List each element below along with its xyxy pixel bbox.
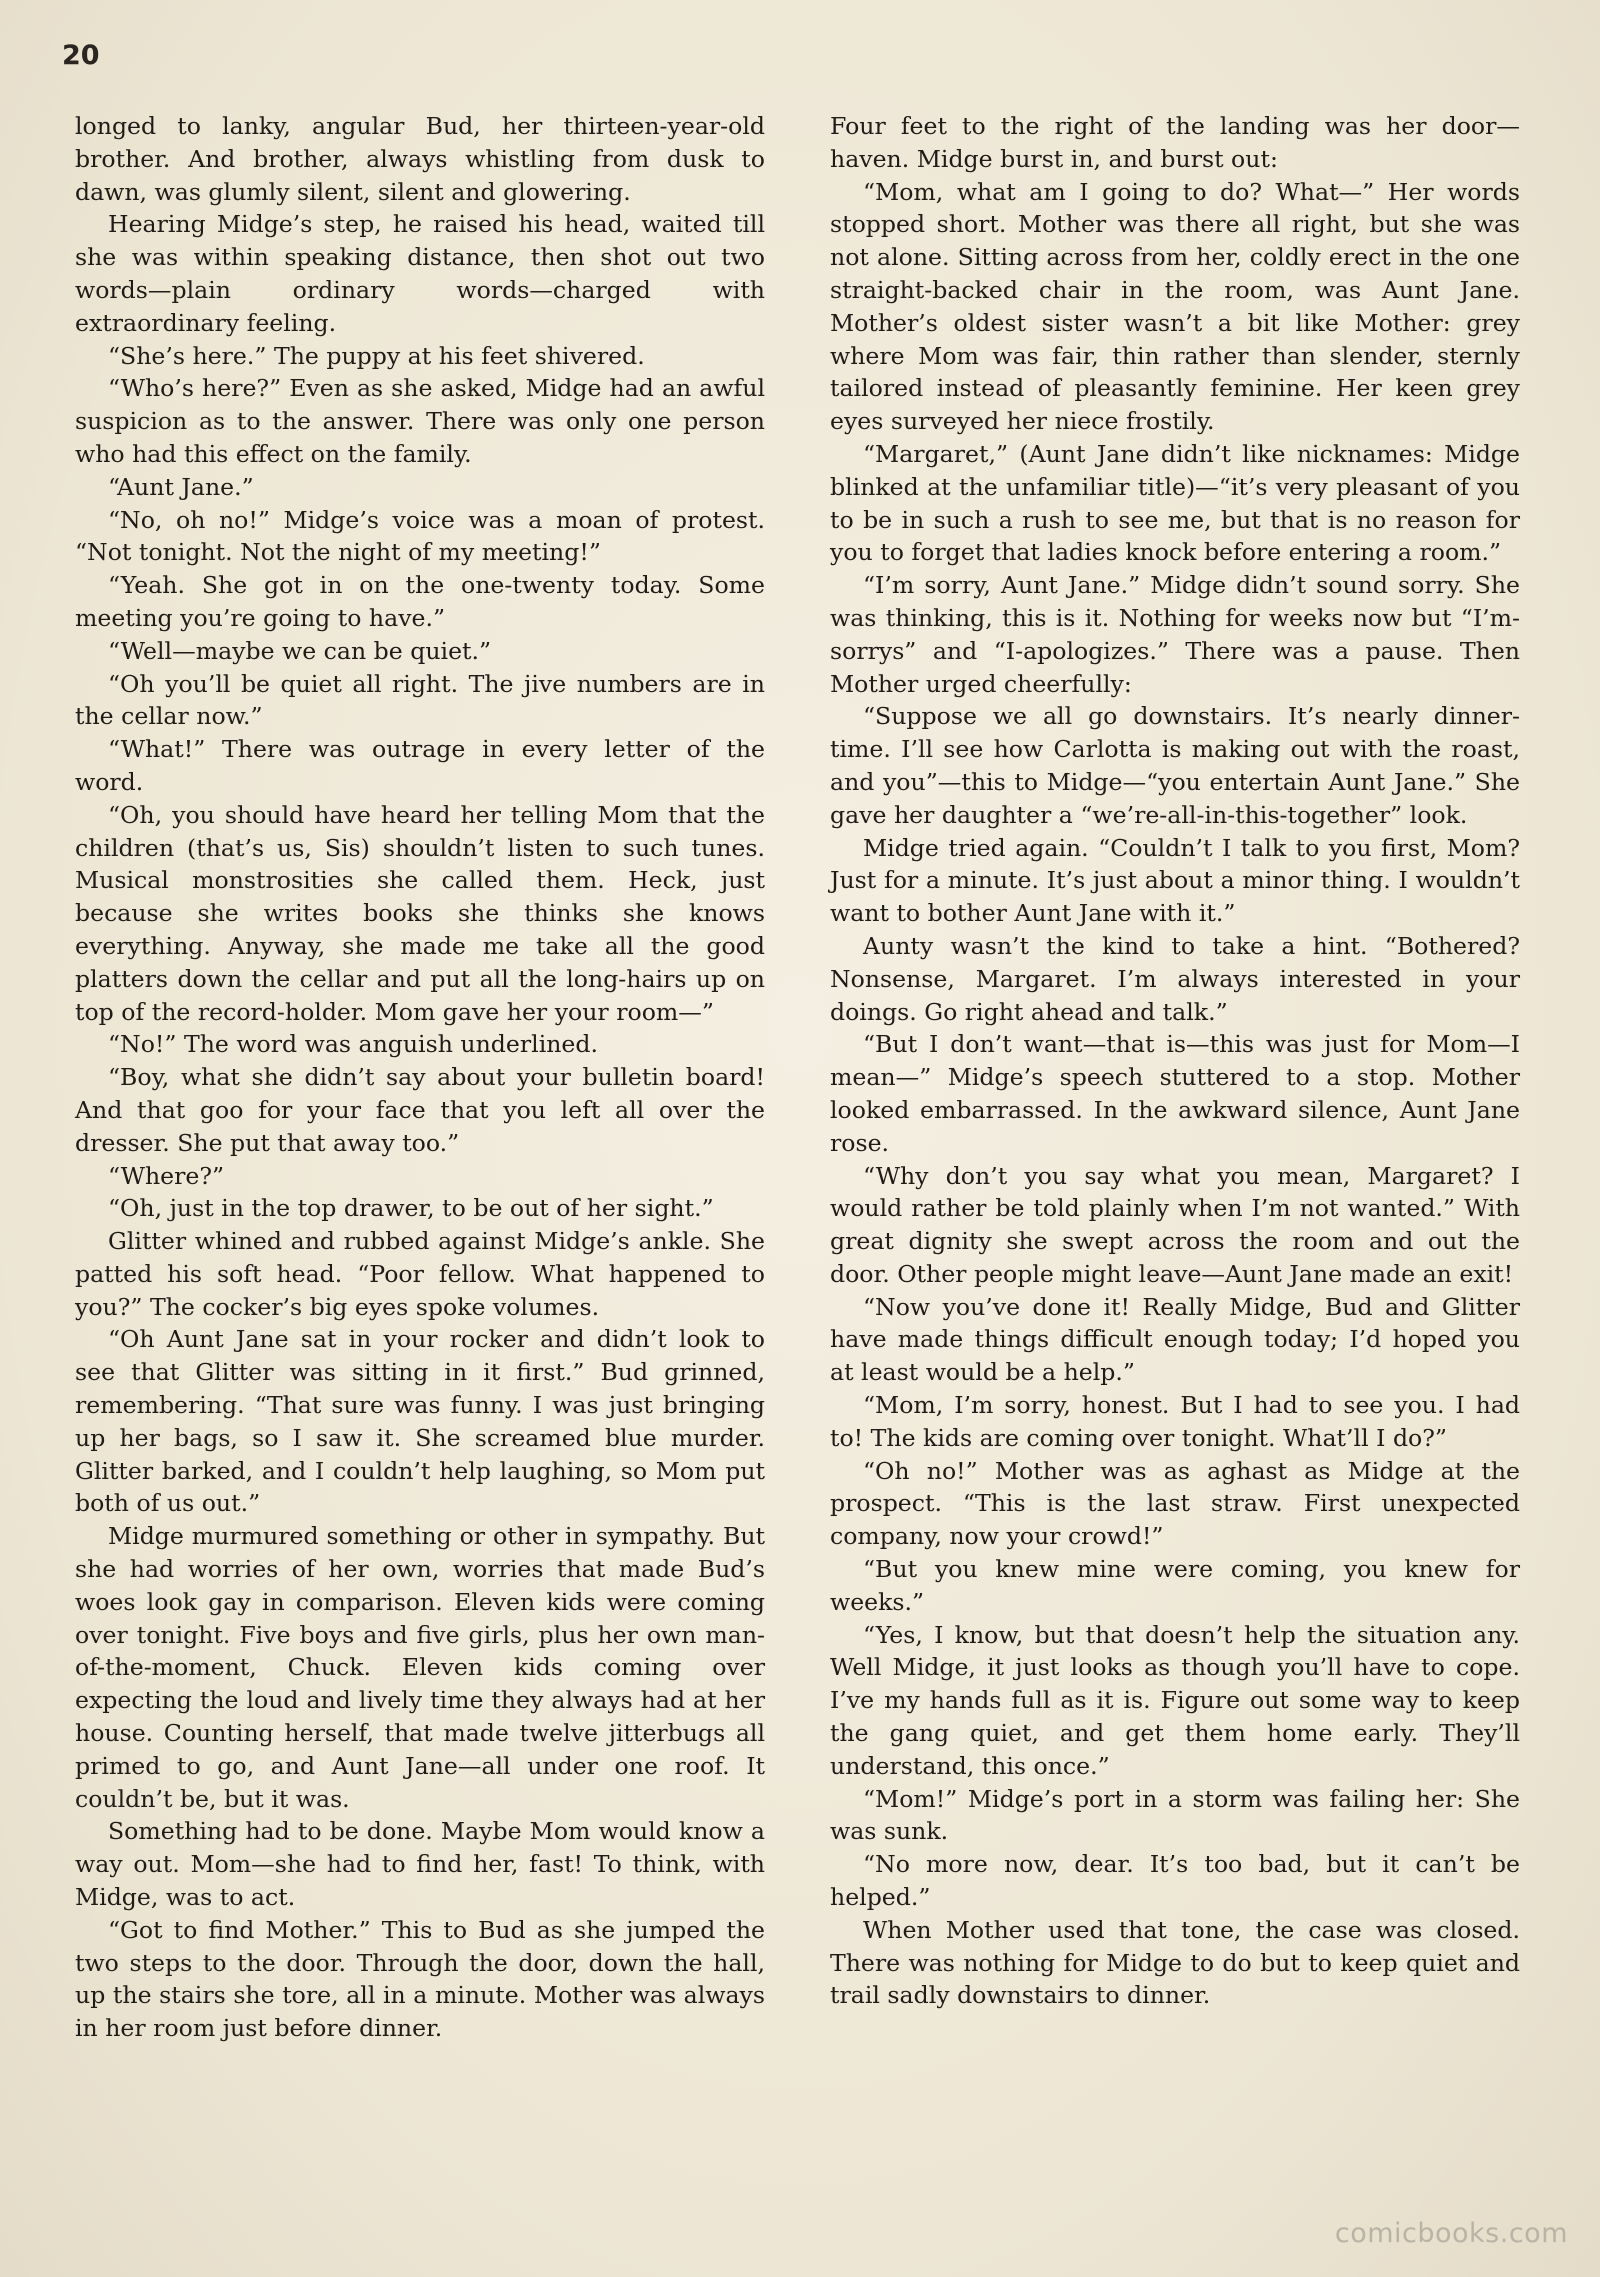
paragraph: “Yes, I know, but that doesn’t help the situation any. Well Midge, it just looks as though you’ll have to cope. I’ve my hands full as it is. Figure out some way to keep the gang quiet, and get them home early. They’ll understand, this once.” [830, 1620, 1520, 1780]
paragraph: “Why don’t you say what you mean, Margaret? I would rather be told plainly when I’m not wanted.” With great dignity she swept across the room and out the door. Other people might leave—Aunt Jane made an exit! [830, 1161, 1520, 1288]
paragraph: “She’s here.” The puppy at his feet shivered. [108, 341, 645, 370]
paragraph: “But I don’t want—that is—this was just for Mom—I mean—” Midge’s speech stuttered to a stop. Mother looked embarrassed. In the awkward silence, Aunt Jane rose. [830, 1030, 1520, 1157]
paragraph: “Well—maybe we can be quiet.” [108, 636, 492, 665]
watermark: comicbooks.com [1334, 2218, 1568, 2249]
paragraph: “No, oh no!” Midge’s voice was a moan of protest. “Not tonight. Not the night of my meeting!” [75, 505, 765, 567]
paragraph: “Got to find Mother.” This to Bud as she jumped the two steps to the door. Through the door, down the hall, up the stairs she tore, all in a minute. Mother was always in her room just before dinner. [75, 1915, 765, 2043]
paragraph: “Mom, what am I going to do? What—” Her words stopped short. Mother was there all right, but she was not alone. Sitting across from her, coldly erect in the one straight-backed chair in the room, was Aunt Jane. Mother’s oldest sister wasn’t a bit like Mother: grey where Mom was fair, thin rather than slender, sternly tailored instead of pleasantly feminine. Her keen grey eyes surveyed her niece frostily. [830, 177, 1520, 436]
paragraph: “Oh, just in the top drawer, to be out of her sight.” [108, 1194, 714, 1223]
right-column [830, 110, 1520, 2012]
paragraph: “Suppose we all go downstairs. It’s nearly dinner-time. I’ll see how Carlotta is making out with the roast, and you”—this to Midge—“you entertain Aunt Jane.” She gave her daughter a “we’re-all-in-this-together” look. [830, 702, 1520, 829]
paragraph: “Boy, what she didn’t say about your bulletin board! And that goo for your face that you left all over the dresser. She put that away too.” [75, 1063, 765, 1157]
paragraph: “Now you’ve done it! Really Midge, Bud and Glitter have made things difficult enough today; I’d hoped you at least would be a help.” [830, 1292, 1520, 1387]
paragraph: “But you knew mine were coming, you knew for weeks.” [830, 1555, 1520, 1616]
paragraph: “Who’s here?” Even as she asked, Midge had an awful suspicion as to the answer. There was only one person who had this effect on the family. [75, 374, 765, 468]
paragraph: longed to lanky, angular Bud, her thirteen-year-old brother. And brother, always whistling from dusk to dawn, was glumly silent, silent and glowering. [75, 112, 765, 206]
paragraph: “Aunt Jane.” [108, 472, 254, 501]
paragraph: Midge murmured something or other in sympathy. But she had worries of her own, worries that made Bud’s woes look gay in comparison. Eleven kids were coming over tonight. Five boys and five girls, plus her own man-of-the-moment, Chuck. Eleven kids coming over expecting the loud and lively time they always had at her house. Counting herself, that made twelve jitterbugs all primed to go, and Aunt Jane—all under one roof. It couldn’t be, but it was. [75, 1522, 765, 1813]
paragraph: Glitter whined and rubbed against Midge’s ankle. She patted his soft head. “Poor fellow. What happened to you?” The cocker’s big eyes spoke volumes. [75, 1227, 765, 1321]
page-number: 20 [62, 40, 100, 71]
paragraph: “Mom, I’m sorry, honest. But I had to see you. I had to! The kids are coming over tonight. What’ll I do?” [830, 1391, 1520, 1452]
paragraph: Something had to be done. Maybe Mom would know a way out. Mom—she had to find her, fast! To think, with Midge, was to act. [75, 1817, 765, 1912]
paragraph: Midge tried again. “Couldn’t I talk to you first, Mom? Just for a minute. It’s just about a minor thing. I wouldn’t want to bother Aunt Jane with it.” [830, 833, 1520, 928]
paragraph: Aunty wasn’t the kind to take a hint. “Bothered? Nonsense, Margaret. I’m always interested in your doings. Go right ahead and talk.” [830, 931, 1520, 1026]
paragraph: Hearing Midge’s step, he raised his head, waited till she was within speaking distance, then shot out two words—plain ordinary words—charged with extraordinary feeling. [75, 210, 765, 337]
paragraph: “Margaret,” (Aunt Jane didn’t like nicknames: Midge blinked at the unfamiliar title)—“it’s very pleasant of you to be in such a rush to see me, but that is no reason for you to forget that ladies knock before entering a room.” [830, 439, 1520, 567]
paragraph: “Mom!” Midge’s port in a storm was failing her: She was sunk. [830, 1784, 1520, 1846]
paragraph: When Mother used that tone, the case was closed. There was nothing for Midge to do but to keep quiet and trail sadly downstairs to dinner. [830, 1915, 1520, 2010]
paragraph: “No more now, dear. It’s too bad, but it can’t be helped.” [830, 1850, 1520, 1912]
paragraph: “Oh Aunt Jane sat in your rocker and didn’t look to see that Glitter was sitting in it first.” Bud grinned, remembering. “That sure was funny. I was just bringing up her bags, so I saw it. She screamed blue murder. Glitter barked, and I couldn’t help laughing, so Mom put both of us out.” [75, 1325, 765, 1518]
paragraph: “I’m sorry, Aunt Jane.” Midge didn’t sound sorry. She was thinking, this is it. Nothing for weeks now but “I’m-sorrys” and “I-apologizes.” There was a pause. Then Mother urged cheerfully: [830, 571, 1520, 698]
left-column [75, 110, 765, 2045]
paragraph: “Oh you’ll be quiet all right. The jive numbers are in the cellar now.” [75, 669, 765, 731]
paragraph: Four feet to the right of the landing was her door—haven. Midge burst in, and burst out: [830, 112, 1520, 173]
paragraph: “What!” There was outrage in every letter of the word. [75, 735, 765, 796]
paragraph: “Where?” [108, 1161, 225, 1190]
paragraph: “Oh no!” Mother was as aghast as Midge at the prospect. “This is the last straw. First unexpected company, now your crowd!” [830, 1456, 1520, 1551]
paragraph: “Oh, you should have heard her telling Mom that the children (that’s us, Sis) shouldn’t listen to such tunes. Musical monstrosities she called them. Heck, just because she writes books she thinks she knows everything. Anyway, she made me take all the good platters down the cellar and put all the long-hairs up on top of the record-holder. Mom gave her your room—” [75, 800, 765, 1026]
paragraph: “No!” The word was anguish underlined. [108, 1030, 598, 1059]
paragraph: “Yeah. She got in on the one-twenty today. Some meeting you’re going to have.” [75, 571, 765, 632]
